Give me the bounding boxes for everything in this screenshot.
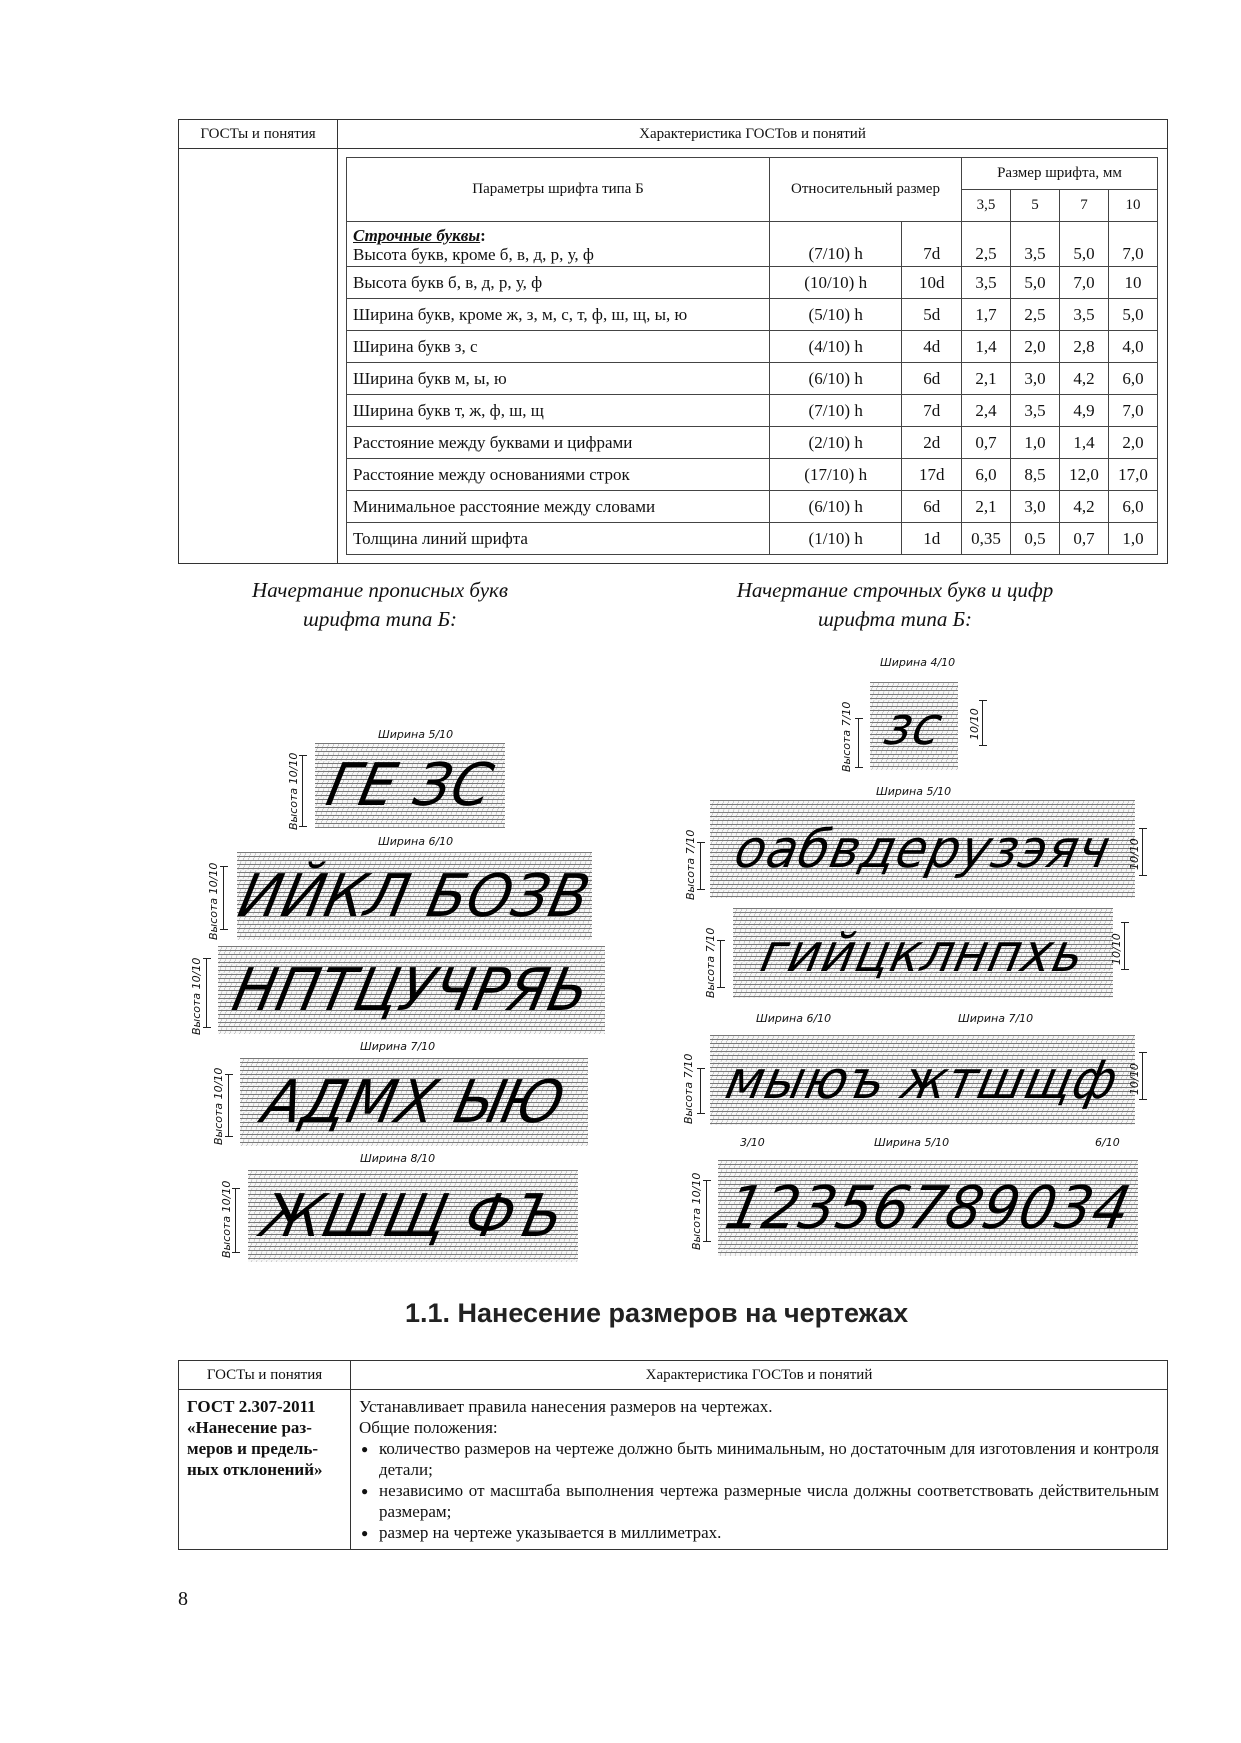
val: 3,5 xyxy=(962,267,1011,299)
param-name: Толщина линий шрифта xyxy=(347,523,770,555)
rel: (6/10) h xyxy=(770,363,902,395)
height-dimension xyxy=(302,755,303,827)
width-label: Ширина 4/10 xyxy=(880,656,956,669)
val: 4,9 xyxy=(1060,395,1109,427)
rel: (17/10) h xyxy=(770,459,902,491)
rel: (6/10) h xyxy=(770,491,902,523)
height-dimension xyxy=(223,866,224,930)
width-label: Ширина 8/10 xyxy=(360,1152,436,1165)
val: 0,5 xyxy=(1011,523,1060,555)
gost-description xyxy=(351,1390,1168,1550)
val: 1,7 xyxy=(962,299,1011,331)
val: 2,5 xyxy=(1011,299,1060,331)
sample-text: ИЙКЛ БОЗВ xyxy=(232,861,597,931)
table-row xyxy=(347,523,1158,555)
val: 12,0 xyxy=(1060,459,1109,491)
val: 4,2 xyxy=(1060,491,1109,523)
param-name: Ширина букв, кроме ж, з, м, с, т, ф, ш, щ, ы, ю xyxy=(347,299,770,331)
val: 5,0 xyxy=(1109,299,1158,331)
sample-panel xyxy=(710,1035,1135,1125)
d: 5d xyxy=(902,299,962,331)
width-label: Ширина 6/10 xyxy=(756,1012,832,1025)
sample-text: оабвдерузэяч xyxy=(729,818,1116,880)
rel: (10/10) h xyxy=(770,267,902,299)
page-number: 8 xyxy=(178,1588,188,1610)
val: 2,4 xyxy=(962,395,1011,427)
val: 2,1 xyxy=(962,363,1011,395)
width-label: Ширина 6/10 xyxy=(378,835,454,848)
sample-panel xyxy=(315,743,505,828)
empty-gost-cell xyxy=(179,149,338,564)
table-row xyxy=(347,427,1158,459)
sample-text: НПТЦУЧРЯЬ xyxy=(226,955,597,1025)
size-col: 5 xyxy=(1011,190,1060,222)
param-name: Расстояние между буквами и цифрами xyxy=(347,427,770,459)
height-label: Высота 10/10 xyxy=(690,1172,703,1250)
header-font-size: Размер шрифта, мм xyxy=(962,158,1158,190)
sample-text: ЖШЩ ФЪ xyxy=(255,1181,571,1251)
val: 0,7 xyxy=(962,427,1011,459)
val: 2,0 xyxy=(1011,331,1060,363)
d: 7d xyxy=(902,222,962,267)
val: 7,0 xyxy=(1109,395,1158,427)
val: 7,0 xyxy=(1060,267,1109,299)
height-dimension xyxy=(720,940,721,988)
size-col: 10 xyxy=(1109,190,1158,222)
gost-name: ГОСТ 2.307-2011 «Нанесение раз- меров и предель- ных отклонений» xyxy=(179,1390,351,1550)
caption-uppercase: Начертание прописных букв шрифта типа Б: xyxy=(252,578,508,631)
val: 1,4 xyxy=(1060,427,1109,459)
right-label: 10/10 xyxy=(968,708,981,740)
val: 1,0 xyxy=(1011,427,1060,459)
height-label: Высота 7/10 xyxy=(684,829,697,900)
d: 17d xyxy=(902,459,962,491)
width-label: Ширина 5/10 xyxy=(876,785,952,798)
table-row: Строчные буквы: Высота букв, кроме б, в, д, р, у, ф (7/10) h 7d 2,5 3,5 5,0 7,0 xyxy=(347,222,1158,267)
d: 10d xyxy=(902,267,962,299)
d: 1d xyxy=(902,523,962,555)
height-dimension xyxy=(228,1074,229,1137)
d: 7d xyxy=(902,395,962,427)
table-row xyxy=(347,267,1158,299)
sample-panel xyxy=(232,852,597,940)
left-label: 3/10 xyxy=(740,1136,765,1149)
caption-lowercase: Начертание строчных букв и цифр шрифта типа Б: xyxy=(736,578,1054,631)
val: 5,0 xyxy=(1011,267,1060,299)
rel: (2/10) h xyxy=(770,427,902,459)
height-dimension xyxy=(1142,828,1143,876)
val: 3,0 xyxy=(1011,491,1060,523)
height-label: Высота 10/10 xyxy=(190,957,203,1035)
size-col: 3,5 xyxy=(962,190,1011,222)
d: 6d xyxy=(902,491,962,523)
table-row xyxy=(347,363,1158,395)
val: 1,4 xyxy=(962,331,1011,363)
val: 2,5 xyxy=(962,222,1011,267)
sample-panel xyxy=(218,946,605,1034)
param-name: Ширина букв з, с xyxy=(347,331,770,363)
d: 4d xyxy=(902,331,962,363)
param-name: Ширина букв т, ж, ф, ш, щ xyxy=(347,395,770,427)
d: 2d xyxy=(902,427,962,459)
table-row xyxy=(347,395,1158,427)
height-label: Высота 10/10 xyxy=(207,862,220,940)
d: 6d xyxy=(902,363,962,395)
height-dimension xyxy=(1124,922,1125,970)
val: 4,2 xyxy=(1060,363,1109,395)
val: 7,0 xyxy=(1109,222,1158,267)
val: 2,8 xyxy=(1060,331,1109,363)
table-row xyxy=(347,331,1158,363)
val: 2,0 xyxy=(1109,427,1158,459)
general-heading: Общие положения: xyxy=(359,1418,498,1437)
section-title: 1.1. Нанесение размеров на чертежах xyxy=(405,1298,909,1328)
list-item: ● размер на чертеже указывается в миллиметрах. xyxy=(359,1522,1159,1543)
val: 3,5 xyxy=(1060,299,1109,331)
right-label: 6/10 xyxy=(1095,1136,1120,1149)
font-parameters-table xyxy=(346,157,1158,555)
height-label: Высота 7/10 xyxy=(704,927,717,998)
dimensioning-table xyxy=(178,1360,1168,1550)
val: 0,7 xyxy=(1060,523,1109,555)
val: 10 xyxy=(1109,267,1158,299)
param-name: Расстояние между основаниями строк xyxy=(347,459,770,491)
param-name: Высота букв, кроме б, в, д, р, у, ф xyxy=(353,245,594,264)
rel: (1/10) h xyxy=(770,523,902,555)
val: 6,0 xyxy=(962,459,1011,491)
height-dimension xyxy=(706,1180,707,1242)
rel: (7/10) h xyxy=(770,395,902,427)
rel: (5/10) h xyxy=(770,299,902,331)
right-label: 10/10 xyxy=(1128,1063,1141,1095)
val: 1,0 xyxy=(1109,523,1158,555)
rel: (4/10) h xyxy=(770,331,902,363)
height-label: Высота 10/10 xyxy=(287,752,300,830)
list-item: ● независимо от масштаба выполнения чертежа размерные числа должны соответствовать действительным размерам; xyxy=(359,1480,1159,1522)
param-name: Минимальное расстояние между словами xyxy=(347,491,770,523)
right-label: 10/10 xyxy=(1110,933,1123,965)
table-row xyxy=(179,1390,1168,1550)
val: 3,0 xyxy=(1011,363,1060,395)
font-parameters-outer-table xyxy=(178,119,1168,564)
col-header-gost: ГОСТы и понятия xyxy=(179,1361,351,1390)
size-col: 7 xyxy=(1060,190,1109,222)
val: 6,0 xyxy=(1109,491,1158,523)
width-label: Ширина 5/10 xyxy=(874,1136,950,1149)
param-name: Ширина букв м, ы, ю xyxy=(347,363,770,395)
height-dimension xyxy=(235,1188,236,1253)
header-params: Параметры шрифта типа Б xyxy=(347,158,770,222)
val: 17,0 xyxy=(1109,459,1158,491)
height-dimension xyxy=(1142,1052,1143,1100)
val: 4,0 xyxy=(1109,331,1158,363)
intro-text: Устанавливает правила нанесения размеров на чертежах. xyxy=(359,1397,773,1416)
rel: (7/10) h xyxy=(770,222,902,267)
val: 0,35 xyxy=(962,523,1011,555)
col-header-gost: ГОСТы и понятия xyxy=(179,120,338,149)
height-dimension xyxy=(858,718,859,768)
val: 5,0 xyxy=(1060,222,1109,267)
sample-text: зс xyxy=(879,695,949,757)
val: 3,5 xyxy=(1011,395,1060,427)
list-item: ● количество размеров на чертеже должно быть минимальным, но достаточным для изготовления и контроля детали; xyxy=(359,1438,1159,1480)
sample-panel xyxy=(718,1160,1138,1256)
right-label: 10/10 xyxy=(1128,838,1141,870)
val: 3,5 xyxy=(1011,222,1060,267)
height-label: Высота 7/10 xyxy=(840,701,853,772)
height-dimension xyxy=(206,958,207,1028)
sample-panel xyxy=(240,1058,588,1146)
height-dimension xyxy=(700,842,701,890)
width-label: Ширина 7/10 xyxy=(958,1012,1034,1025)
height-label: Высота 7/10 xyxy=(682,1053,695,1124)
sample-text: 12356789034 xyxy=(719,1173,1137,1243)
inner-table-cell xyxy=(338,149,1168,564)
sample-text: АДМХ ЫЮ xyxy=(256,1067,572,1137)
val: 6,0 xyxy=(1109,363,1158,395)
width-label: Ширина 5/10 xyxy=(378,728,454,741)
sample-text: ГЕ ЗС xyxy=(320,751,500,820)
table-row xyxy=(347,299,1158,331)
sample-panel xyxy=(248,1170,578,1262)
table-row xyxy=(347,459,1158,491)
height-dimension xyxy=(982,700,983,746)
sample-text: гийцклнпхь xyxy=(755,922,1091,984)
width-label: Ширина 7/10 xyxy=(360,1040,436,1053)
header-relative: Относительный размер xyxy=(770,158,962,222)
height-dimension xyxy=(700,1068,701,1114)
table-row xyxy=(347,491,1158,523)
sample-panel xyxy=(733,908,1113,998)
height-label: Высота 10/10 xyxy=(220,1180,233,1258)
col-header-characteristic: Характеристика ГОСТов и понятий xyxy=(351,1361,1168,1390)
subheading: Строчные буквы xyxy=(353,226,481,245)
col-header-characteristic: Характеристика ГОСТов и понятий xyxy=(338,120,1168,149)
param-name: Высота букв б, в, д, р, у, ф xyxy=(347,267,770,299)
sample-panel xyxy=(870,682,958,770)
sample-panel xyxy=(710,800,1135,898)
height-label: Высота 10/10 xyxy=(212,1067,225,1145)
sample-text: мыюъ жтшщф xyxy=(720,1049,1125,1111)
val: 2,1 xyxy=(962,491,1011,523)
val: 8,5 xyxy=(1011,459,1060,491)
